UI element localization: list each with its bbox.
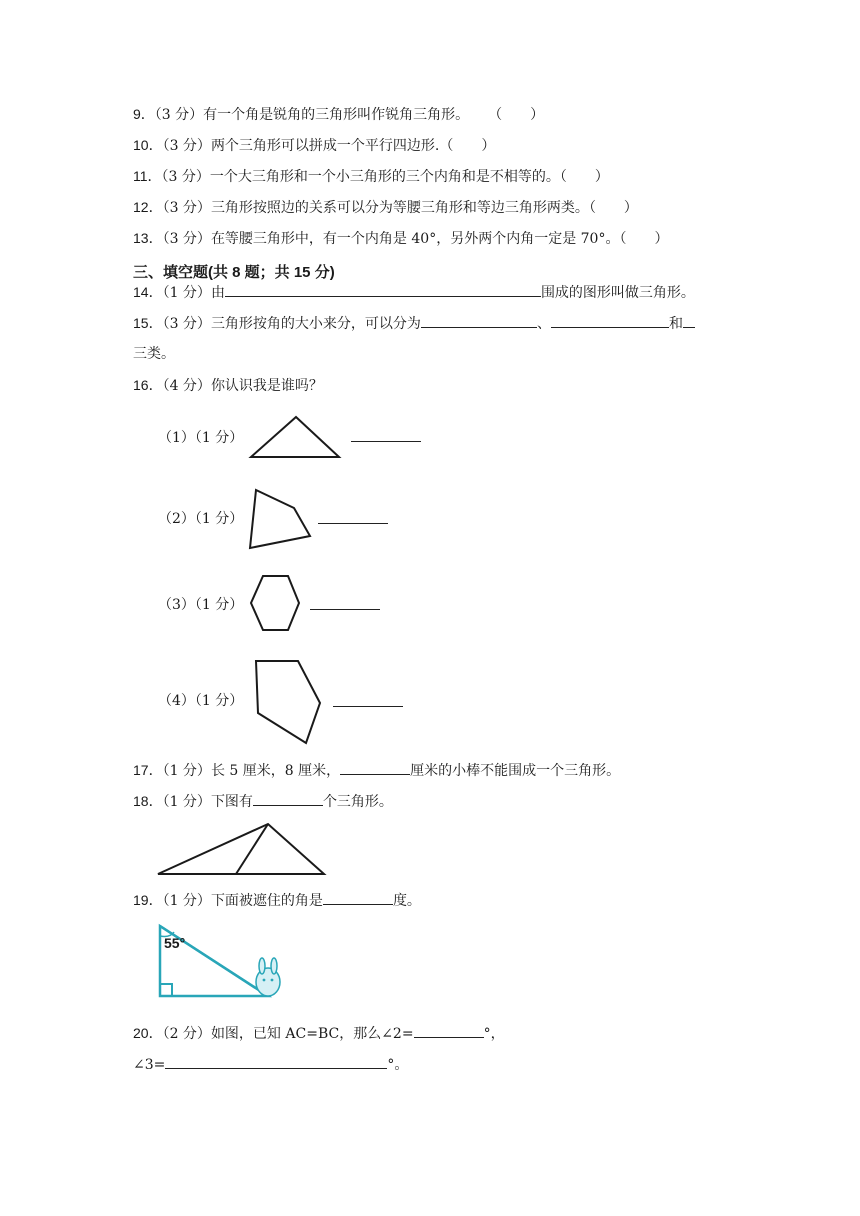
answer-blank[interactable] [253,791,323,806]
question-text: 下图有 [210,794,253,810]
rabbit-icon [256,958,280,996]
question-15-continued [133,344,175,364]
question-text: 三角形按照边的关系可以分为等腰三角形和等边三角形两类。 [210,200,589,216]
question-number: 20． [133,1025,163,1041]
question-text: 有一个角是锐角的三角形叫作锐角三角形。 [203,107,470,123]
answer-parentheses[interactable]: （ ） [619,231,669,247]
question-19 [133,890,421,911]
question-17 [133,760,620,781]
question-text: 在等腰三角形中，有一个内角是 40°，另外两个内角一定是 70°。 [210,231,620,247]
question-16 [133,375,323,396]
question-10 [133,135,495,156]
question-15 [133,313,695,334]
question-number: 17． [133,762,163,778]
question-score: （3 分） [162,138,211,154]
question-text: 一个大三角形和一个小三角形的三个内角和是不相等的。 [209,169,560,185]
answer-blank[interactable] [421,313,537,328]
question-score: （3 分） [162,231,211,247]
question-text: °。 [387,1057,409,1073]
question-12 [133,197,638,218]
question-text: 个三角形。 [322,794,393,810]
question-score: （3 分） [162,316,211,332]
question-score: （3 分） [162,200,211,216]
answer-parentheses[interactable]: （ ） [439,138,496,154]
question-score: （3 分） [161,169,210,185]
question-text: 你认识我是谁吗？ [210,378,323,394]
question-text: °， [483,1026,505,1042]
question-11 [133,166,609,187]
section-heading: 三、填空题(共 8 题；共 15 分) [133,264,335,281]
answer-blank[interactable] [351,441,421,442]
quadrilateral-icon [246,486,314,554]
question-text: 三类。 [133,346,175,362]
question-score: （1 分） [162,285,211,301]
question-number: 10． [133,137,163,153]
question-text: 围成的图形叫做三角形。 [540,285,695,301]
sub-question-4: （4）（1 分） [158,693,244,709]
question-text: 长 5 厘米，8 厘米， [210,763,341,779]
question-text: 两个三角形可以拼成一个平行四边形. [210,138,440,154]
question-number: 9． [133,106,155,122]
question-text: 由 [210,285,225,301]
question-text: 厘米的小棒不能围成一个三角形。 [410,763,621,779]
answer-blank[interactable] [310,609,380,610]
question-score: （1 分） [162,763,211,779]
separator: 、 [536,316,551,332]
answer-parentheses[interactable]: （ ） [495,107,545,123]
question-text: ∠3= [133,1057,166,1073]
question-text: 下面被遮住的角是 [210,893,323,909]
question-score: （4 分） [162,378,211,394]
answer-blank[interactable] [333,706,403,707]
answer-blank[interactable] [225,282,541,297]
question-18 [133,791,393,812]
right-triangle-figure [156,920,288,1004]
question-text: 如图，已知 AC=BC，那么∠2= [210,1026,414,1042]
question-number: 13． [133,230,163,246]
hexagon-icon [246,572,304,634]
question-text: 三角形按角的大小来分，可以分为 [210,316,421,332]
answer-blank[interactable] [414,1023,484,1038]
question-score: （2 分） [162,1026,211,1042]
answer-blank[interactable] [551,313,669,328]
answer-blank[interactable] [165,1054,387,1069]
question-14 [133,282,695,303]
question-13 [133,228,668,249]
sub-question-2: （2）（1 分） [158,511,244,527]
pentagon-icon [252,657,326,749]
question-score: （3 分） [154,107,204,123]
triangle-icon [248,413,344,461]
question-20-continued [133,1054,408,1075]
answer-parentheses[interactable]: （ ） [559,169,609,185]
question-score: （1 分） [162,794,211,810]
triangle-figure [154,820,330,878]
answer-blank[interactable] [340,760,410,775]
question-number: 15． [133,315,163,331]
answer-blank[interactable] [318,523,388,524]
question-number: 19． [133,892,163,908]
answer-parentheses[interactable]: （ ） [588,200,638,216]
question-number: 11． [133,168,162,184]
sub-question-1: （1）（1 分） [158,430,244,446]
sub-question-3: （3）（1 分） [158,597,244,613]
question-20 [133,1023,505,1044]
question-number: 16． [133,377,163,393]
question-text: 度。 [392,893,421,909]
question-9 [133,104,544,125]
question-number: 18． [133,793,163,809]
answer-blank[interactable] [683,313,695,328]
answer-blank[interactable] [323,890,393,905]
question-text: 和 [668,316,683,332]
angle-label: 55° [164,935,186,951]
question-score: （1 分） [162,893,211,909]
question-number: 12． [133,199,163,215]
question-number: 14． [133,284,163,300]
